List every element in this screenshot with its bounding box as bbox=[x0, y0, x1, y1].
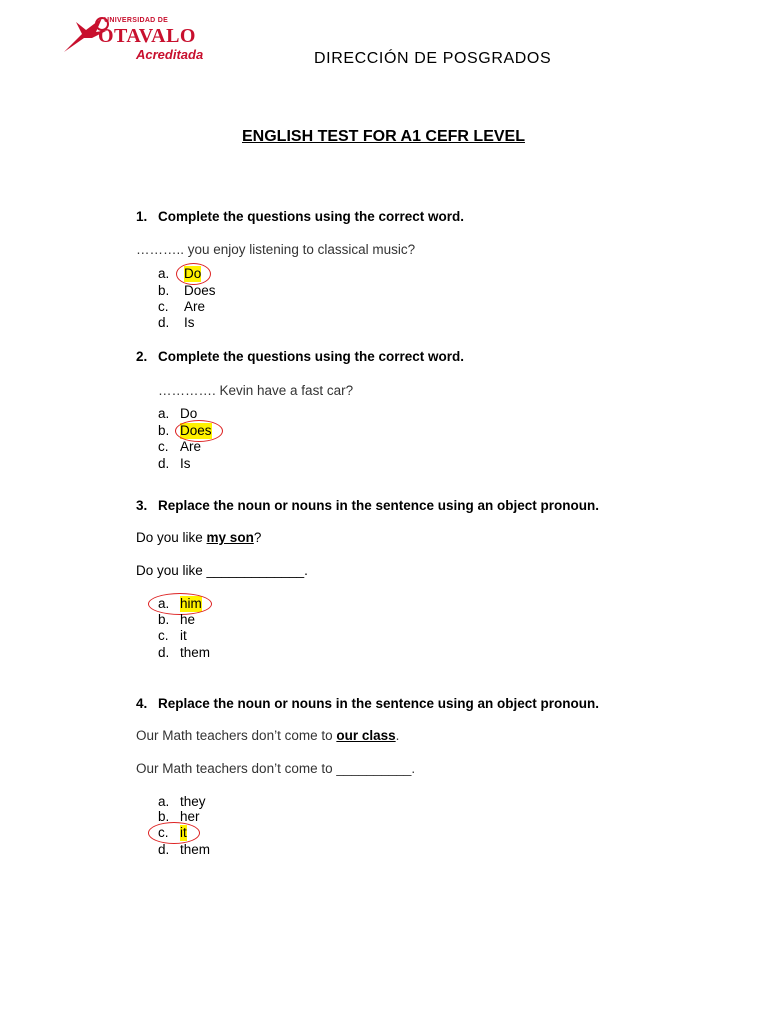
question-1-option-d[interactable]: d. Is bbox=[158, 315, 195, 330]
question-1-instruction: 1. Complete the questions using the correct word. bbox=[136, 209, 465, 224]
logo-tagline-text: Acreditada bbox=[136, 47, 204, 62]
question-4-option-b[interactable]: b. her bbox=[158, 809, 200, 824]
question-3-sentence: Do you like my son? bbox=[136, 530, 262, 545]
question-3-option-b[interactable]: b. he bbox=[158, 612, 196, 627]
question-4-option-a[interactable]: a. they bbox=[158, 794, 206, 809]
emphasized-noun: my son bbox=[206, 530, 254, 545]
logo-name-text: OTAVALO bbox=[98, 25, 196, 47]
question-4-instruction: 4. Replace the noun or nouns in the sentence using an object pronoun. bbox=[136, 696, 600, 711]
question-3-option-c[interactable]: c. it bbox=[158, 628, 187, 643]
selected-answer: Do bbox=[184, 266, 202, 281]
question-2-option-b[interactable]: b. Does bbox=[158, 423, 212, 438]
answer-circle bbox=[148, 822, 200, 844]
logo-university-text: UNIVERSIDAD DE bbox=[104, 17, 169, 24]
answer-circle bbox=[176, 263, 211, 285]
question-3-option-a[interactable]: a. him bbox=[158, 596, 202, 611]
question-2-instruction: 2. Complete the questions using the correct word. bbox=[136, 349, 465, 364]
test-title: ENGLISH TEST FOR A1 CEFR LEVEL bbox=[242, 128, 525, 145]
question-1-sentence: ……….. you enjoy listening to classical music? bbox=[136, 242, 416, 257]
question-2-option-c[interactable]: c. Are bbox=[158, 439, 202, 454]
selected-answer: it bbox=[180, 825, 187, 840]
question-3-instruction: 3. Replace the noun or nouns in the sentence using an object pronoun. bbox=[136, 498, 600, 513]
question-3-blank-sentence: Do you like _____________. bbox=[136, 563, 308, 578]
emphasized-noun: our class bbox=[336, 728, 396, 743]
question-4-option-c[interactable]: c. it bbox=[158, 825, 187, 840]
university-logo bbox=[62, 14, 212, 70]
department-heading: DIRECCIÓN DE POSGRADOS bbox=[314, 50, 552, 67]
question-3-option-d[interactable]: d. them bbox=[158, 645, 211, 660]
question-4-sentence: Our Math teachers don’t come to our class. bbox=[136, 728, 400, 743]
question-2-option-a[interactable]: a. Do bbox=[158, 406, 198, 421]
question-2-sentence: …………. Kevin have a fast car? bbox=[158, 383, 354, 398]
question-1-option-c[interactable]: c. Are bbox=[158, 299, 206, 314]
selected-answer: Does bbox=[180, 423, 212, 438]
question-4-option-d[interactable]: d. them bbox=[158, 842, 211, 857]
question-2-option-d[interactable]: d. Is bbox=[158, 456, 191, 471]
question-1-option-a[interactable]: a. Do bbox=[158, 266, 202, 281]
question-4-blank-sentence: Our Math teachers don’t come to __________. bbox=[136, 761, 416, 776]
question-1-option-b[interactable]: b. Does bbox=[158, 283, 216, 298]
selected-answer: him bbox=[180, 596, 202, 611]
